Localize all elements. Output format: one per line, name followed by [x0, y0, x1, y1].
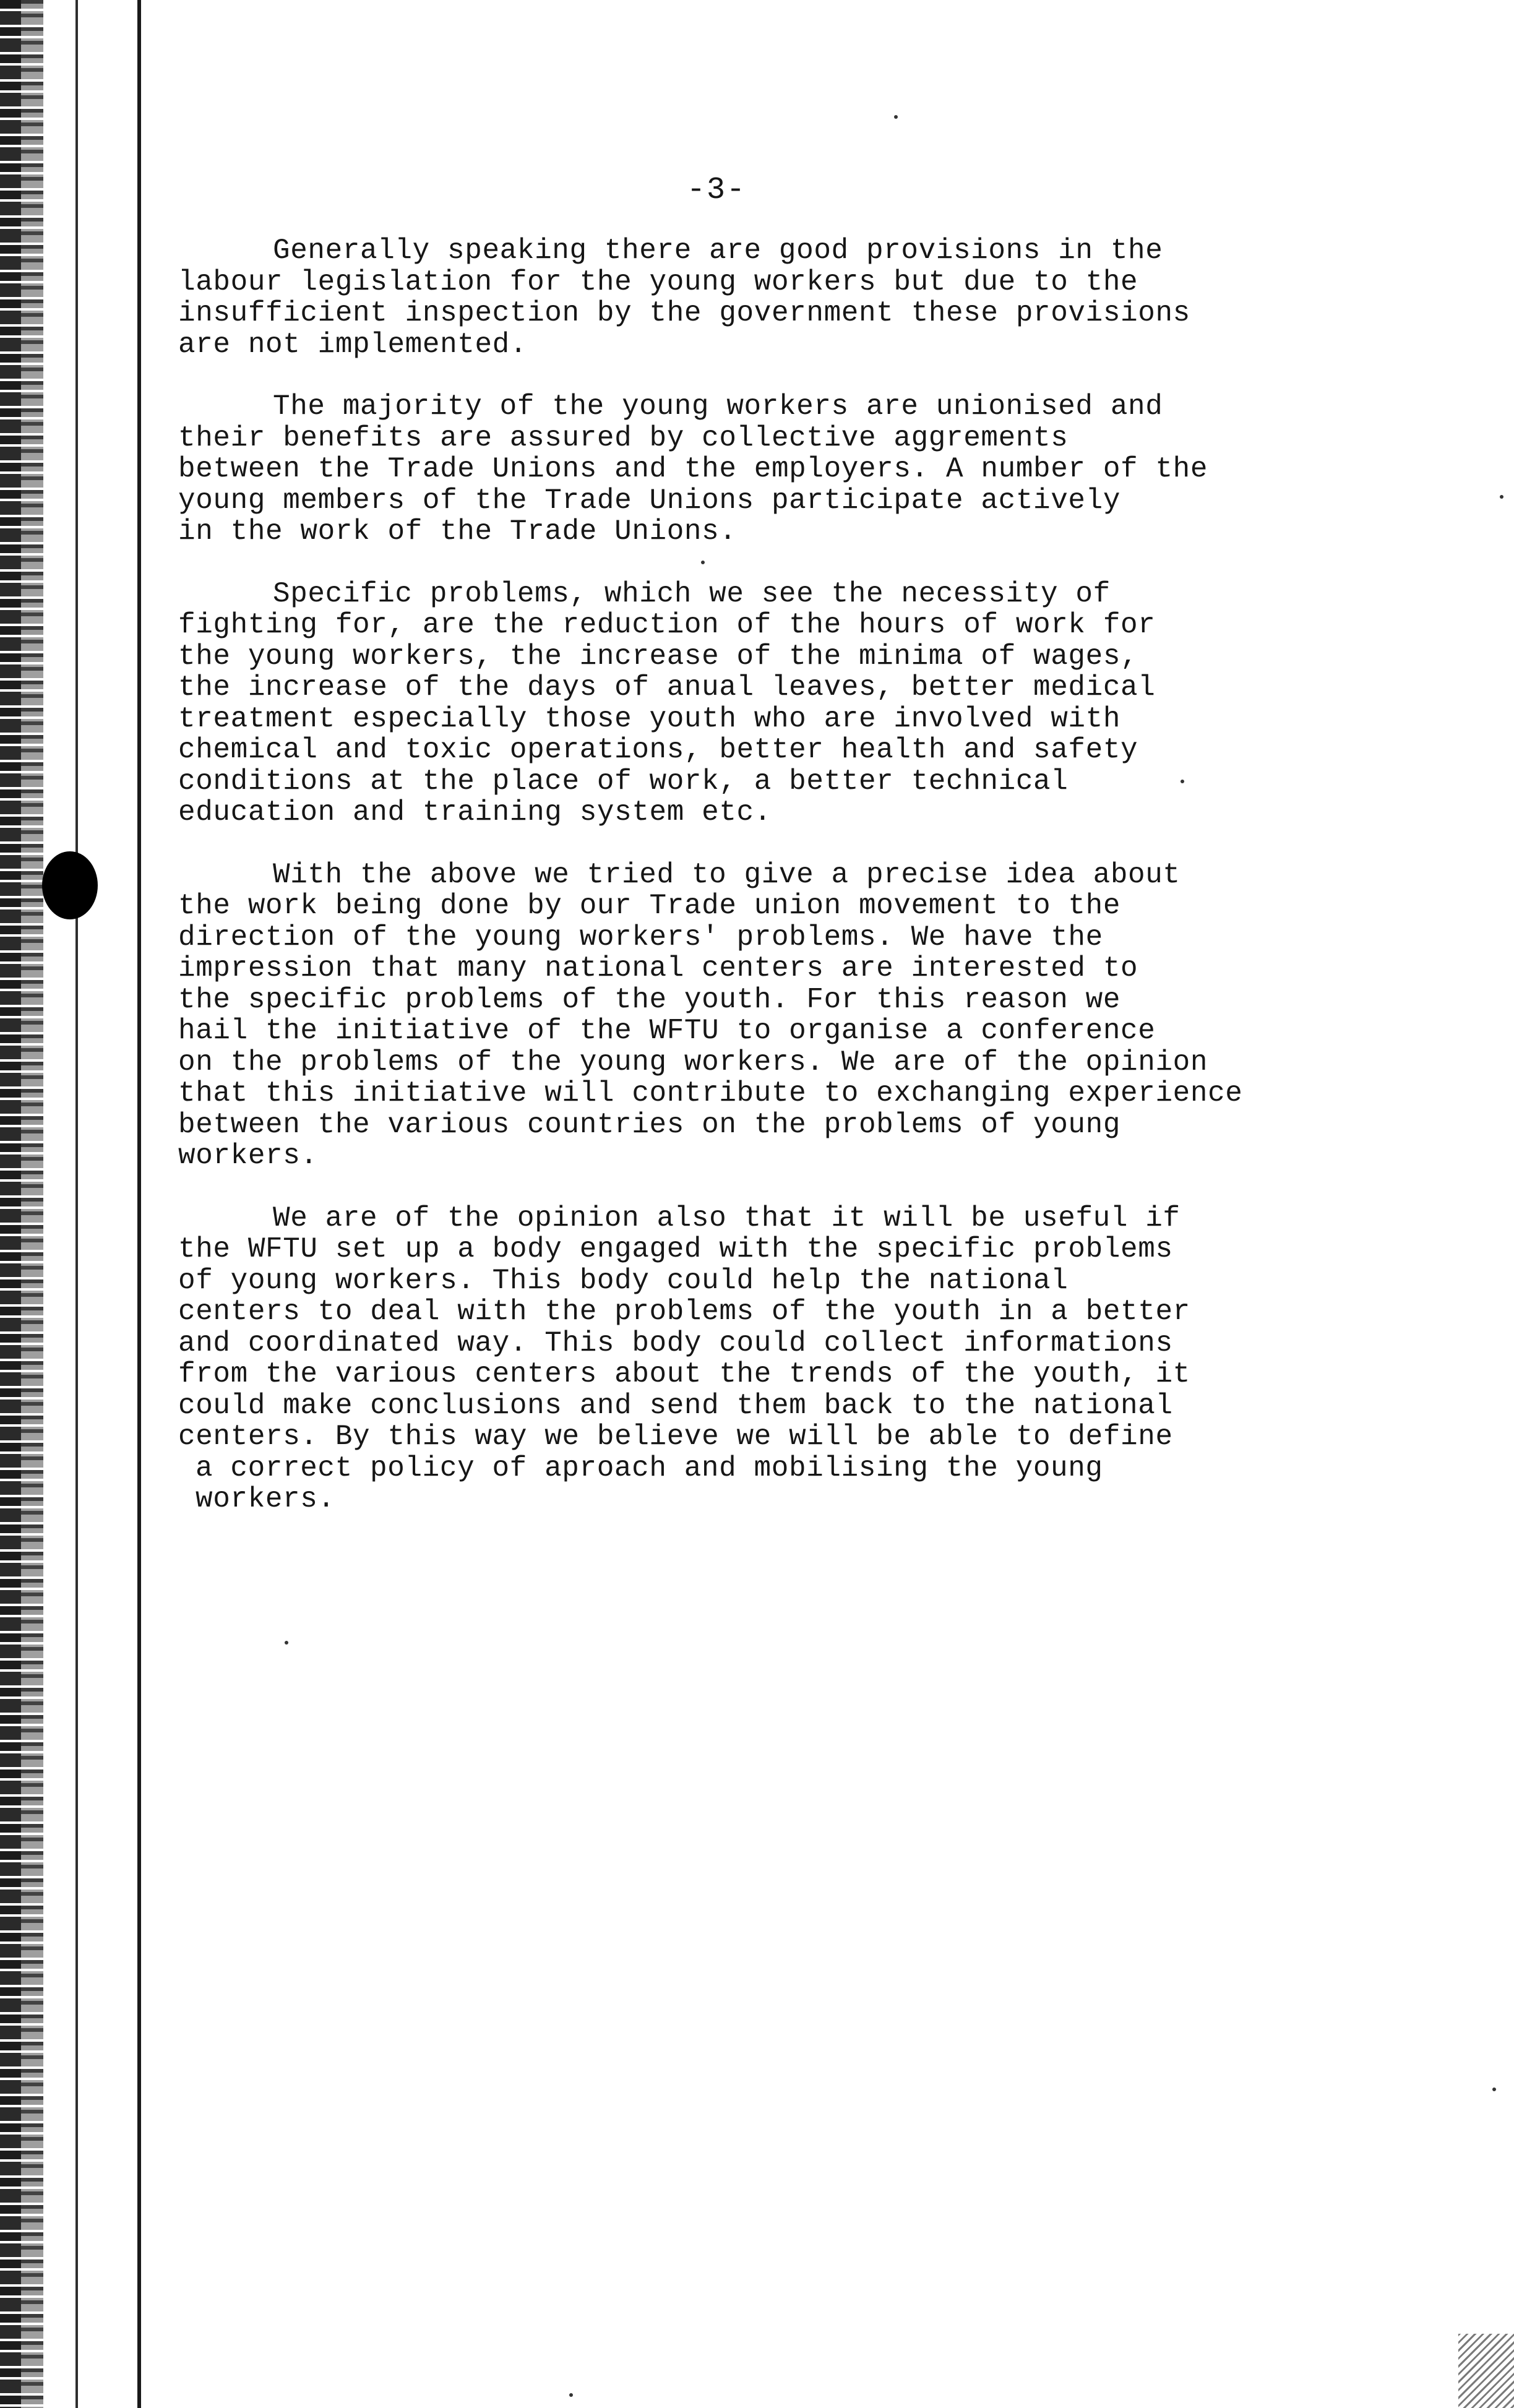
- text-line: labour legislation for the young workers but due to the: [178, 265, 1138, 298]
- text-line: fighting for, are the reduction of the hours of work for: [178, 609, 1156, 641]
- text-line: and coordinated way. This body could collect informations: [178, 1327, 1173, 1359]
- text-line: young members of the Trade Unions participate actively: [178, 484, 1121, 517]
- document-body: [178, 235, 1416, 1546]
- page-edge-line: [75, 0, 78, 2408]
- text-line: the work being done by our Trade union movement to the: [178, 890, 1121, 922]
- text-line: hail the initiative of the WFTU to organise a conference: [178, 1015, 1156, 1047]
- text-line: from the various centers about the trends of the youth, it: [178, 1358, 1190, 1390]
- text-line: between the various countries on the problems of young: [178, 1108, 1121, 1141]
- text-line: The majority of the young workers are unionised and: [273, 390, 1163, 423]
- text-line: treatment especially those youth who are involved with: [178, 702, 1121, 735]
- text-line: Generally speaking there are good provisions in the: [273, 234, 1163, 267]
- text-line: between the Trade Unions and the employers. A number of the: [178, 453, 1208, 485]
- text-line: impression that many national centers are interested to: [178, 952, 1138, 984]
- text-line: workers.: [178, 1140, 318, 1172]
- scan-speck: [285, 1641, 288, 1645]
- text-line: the WFTU set up a body engaged with the specific problems: [178, 1233, 1173, 1265]
- scan-speck: [1500, 495, 1503, 499]
- scan-speck: [894, 115, 898, 119]
- scan-corner-mark: [1458, 2334, 1514, 2408]
- text-line: are not implemented.: [178, 328, 528, 361]
- text-line: With the above we tried to give a precise idea about: [273, 858, 1181, 891]
- text-line: could make conclusions and send them back to the national: [178, 1389, 1173, 1422]
- text-line: a correct policy of aproach and mobilising the young: [196, 1451, 1103, 1484]
- text-line: in the work of the Trade Unions.: [178, 515, 737, 548]
- text-line: centers to deal with the problems of the youth in a better: [178, 1296, 1190, 1328]
- text-line: on the problems of the young workers. We are of the opinion: [178, 1046, 1208, 1078]
- text-line: direction of the young workers' problems. We have the: [178, 921, 1103, 953]
- text-line: centers. By this way we believe we will be able to define: [178, 1421, 1173, 1453]
- text-line: workers.: [196, 1483, 335, 1515]
- text-line: of young workers. This body could help the national: [178, 1264, 1069, 1297]
- text-line: their benefits are assured by collective aggrements: [178, 421, 1069, 454]
- text-line: chemical and toxic operations, better health and safety: [178, 734, 1138, 766]
- scan-speck: [1492, 2088, 1496, 2091]
- text-line: the specific problems of the youth. For this reason we: [178, 983, 1121, 1016]
- text-line: the increase of the days of anual leaves, better medical: [178, 671, 1156, 703]
- text-line: insufficient inspection by the government these provisions: [178, 297, 1190, 329]
- paragraph-labour-legislation: [178, 235, 1416, 360]
- paragraph-wftu-body-proposal: [178, 1203, 1416, 1515]
- text-line: that this initiative will contribute to exchanging experience: [178, 1077, 1243, 1109]
- punch-hole: [42, 851, 98, 919]
- paragraph-wftu-conference: [178, 859, 1416, 1172]
- text-line: the young workers, the increase of the minima of wages,: [178, 640, 1138, 673]
- margin-line: [137, 0, 141, 2408]
- binder-edge: [0, 0, 43, 2408]
- text-line: conditions at the place of work, a better technical: [178, 765, 1069, 798]
- scan-speck: [569, 2393, 573, 2397]
- page-number: -3-: [687, 173, 747, 208]
- paragraph-unionised-workers: [178, 391, 1416, 548]
- text-line: education and training system etc.: [178, 796, 772, 828]
- text-line: Specific problems, which we see the necessity of: [273, 577, 1111, 610]
- text-line: We are of the opinion also that it will be useful if: [273, 1202, 1181, 1234]
- paragraph-specific-problems: [178, 578, 1416, 828]
